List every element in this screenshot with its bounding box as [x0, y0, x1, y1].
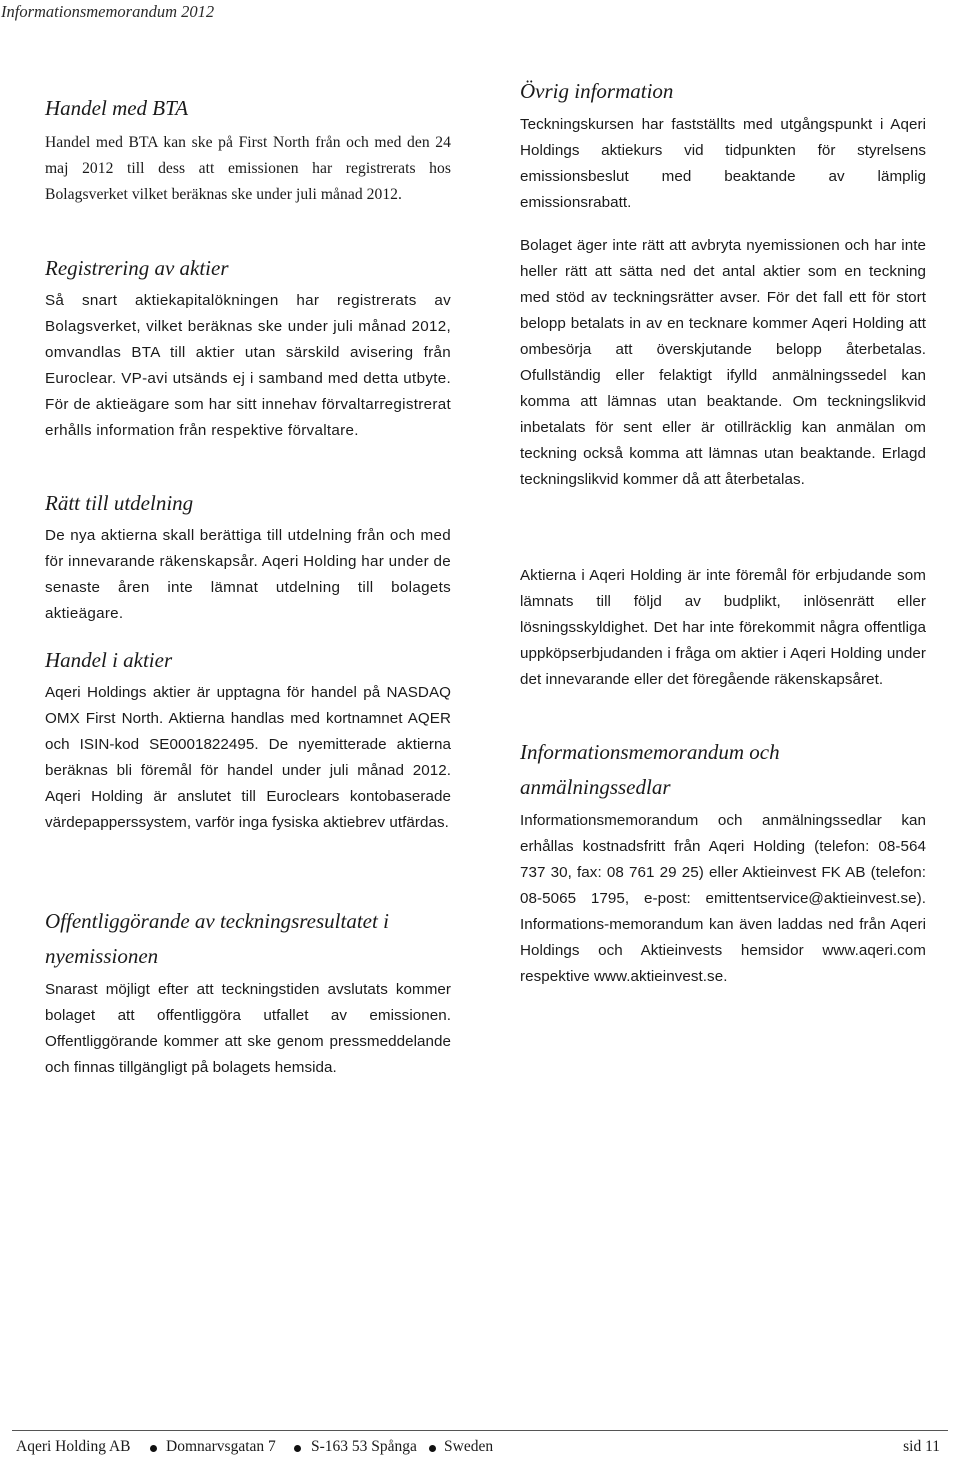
paragraph-registrering-av-aktier: Så snart aktiekapitalökningen har registrerats av Bolagsverket, vilket beräknas ske under juli månad 2012, omvandlas BTA till aktier utan särskild avisering från Euroclear. VP-avi utsänds ej i samband med detta utbyte. För de aktieägare som har sitt innehav förvaltarregistrerat erhålls information från respektive förvaltare. [45, 292, 451, 439]
footer-country: Sweden [444, 1438, 494, 1455]
heading-informationsmemorandum: Informationsmemorandum och anmälningssedlar [520, 740, 780, 799]
paragraph-teckningskursen: Teckningskursen har fastställts med utgångspunkt i Aqeri Holdings aktiekurs vid tidpunkten för styrelsens emissionsbeslut med beaktande av lämplig emissionsrabatt. [520, 116, 926, 211]
paragraph-handel-i-aktier: Aqeri Holdings aktier är upptagna för handel på NASDAQ OMX First North. Aktierna handlas med kortnamnet AQER och ISIN-kod SE0001822495. De nyemitterade aktierna beräknas bli föremål för handel under juli månad 2012. Aqeri Holding är anslutet till Euroclears kontobaserade värdepapperssystem, varför inga fysiska aktiebrev utfärdas. [45, 684, 451, 831]
footer-postal: S-163 53 Spånga [311, 1438, 417, 1455]
paragraph-bolaget-ager: Bolaget äger inte rätt att avbryta nyemissionen och har inte heller rätt att sätta ned det antal aktier som en teckning med stöd av teckningsrätter avser. För det fall ett för stort belopp betalats in av en tecknare kommer Aqeri Holding att ombesörja att överskjutande belopp återbetalas. Ofullständig eller felaktigt ifylld anmälningssedel kan komma att lämnas utan beaktande. Om teckningslikvid inbetalats för sent eller är otillräcklig kan anmälan om teckning också komma att lämnas utan beaktande. Erlagd teckningslikvid kommer då att återbetalas. [520, 237, 926, 488]
footer-divider [12, 1430, 948, 1431]
paragraph-offentliggorande: Snarast möjligt efter att teckningstiden avslutats kommer bolaget att offentliggöra utfallet av emissionen. Offentliggörande kommer att ske genom pressmeddelande och finnas tillgängligt på bolagets hemsida. [45, 981, 451, 1076]
paragraph-ratt-till-utdelning: De nya aktierna skall berättiga till utdelning från och med för innevarande räkenskapsår. Aqeri Holding har under de senaste åren inte lämnat utdelning till bolagets aktieägare. [45, 527, 452, 622]
heading-registrering-av-aktier: Registrering av aktier [45, 256, 229, 280]
footer-street: Domnarvsgatan 7 [166, 1438, 276, 1455]
footer-page-number: sid 11 [903, 1438, 940, 1455]
document-title: Informationsmemorandum 2012 [1, 2, 215, 21]
paragraph-aktierna-budplikt: Aktierna i Aqeri Holding är inte föremål för erbjudande som lämnats till följd av budplikt, inlösenrätt eller lösningsskyldighet. Det har inte förekommit några offentliga uppköpserbjudanden i fråga om aktier i Aqeri Holding under det innevarande eller det föregående räkenskapsåret. [520, 567, 926, 688]
bullet-separator [294, 1445, 301, 1452]
bullet-separator [150, 1445, 157, 1452]
page-footer [16, 1438, 940, 1458]
bullet-separator [429, 1445, 436, 1452]
paragraph-handel-med-bta: Handel med BTA kan ske på First North från och med den 24 maj 2012 till dess att emissionen har registrerats hos Bolagsverket vilket beräknas ske under juli månad 2012. [45, 134, 451, 203]
heading-offentliggorande: Offentliggörande av teckningsresultatet i nyemissionen [45, 909, 389, 968]
heading-ratt-till-utdelning: Rätt till utdelning [45, 491, 194, 515]
heading-handel-med-bta: Handel med BTA [45, 96, 189, 120]
paragraph-informationsmemorandum: Informationsmemorandum och anmälningssedlar kan erhållas kostnadsfritt från Aqeri Holding (telefon: 08-564 737 30, fax: 08 761 29 25) eller Aktieinvest FK AB (telefon: 08-5065 1795, e-post: emittentservice@aktieinvest.se). Informations-memorandum kan även laddas ned från Aqeri Holdings och Aktieinvests hemsidor www.aqeri.com respektive www.aktieinvest.se. [520, 812, 926, 985]
footer-company: Aqeri Holding AB [16, 1438, 131, 1455]
heading-ovrig-information: Övrig information [520, 79, 674, 103]
page-header [0, 0, 960, 24]
heading-handel-i-aktier: Handel i aktier [45, 648, 173, 672]
